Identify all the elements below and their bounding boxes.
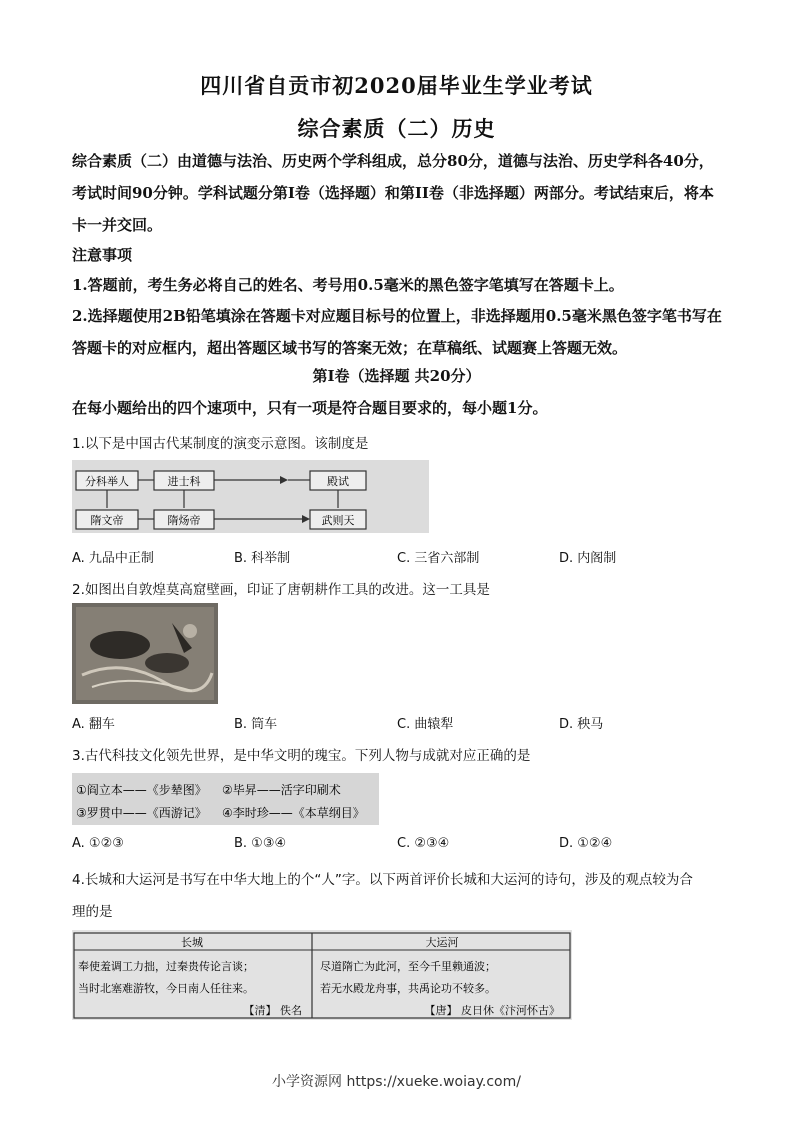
question-4-stem-line1: 4.长城和大运河是书写在中华大地上的个“人”字。以下两首评价长城和大运河的诗句，涉及的观点较为合 [72, 872, 693, 888]
intro-paragraph: 综合素质（二）由道德与法治、历史两个学科组成，总分80分，道德与法治、历史学科各40分，考试时间90分钟。学科试题分第Ⅰ卷（选择题）和第II卷（非选择题）两部分。考试结束后，将本卡一并交回。 [72, 152, 714, 234]
section-title: 第Ⅰ卷（选择题 共20分） [312, 367, 481, 385]
option-b[interactable]: B. 筒车 [234, 717, 278, 732]
option-b[interactable]: B. ①③④ [234, 836, 287, 851]
box-label-6: 武则天 [321, 514, 355, 527]
option-c[interactable]: C. ②③④ [397, 836, 450, 851]
item-4: ④李时珍——《本草纲目》 [222, 806, 365, 820]
left-title: 长城 [181, 936, 203, 949]
option-a[interactable]: A. ①②③ [72, 836, 124, 851]
item-1: ①阎立本——《步辇图》 [76, 783, 207, 797]
exam-title: 四川省自贡市初2020届毕业生学业考试 [200, 73, 593, 98]
option-a[interactable]: A. 翻车 [72, 717, 115, 732]
exam-subtitle: 综合素质（二）历史 [297, 116, 496, 141]
footer-watermark: 小学资源网 https://xueke.woiay.com/ [272, 1074, 521, 1090]
right-source: 【唐】 皮日休《汴河怀古》 [424, 1004, 560, 1017]
option-d[interactable]: D. 秧马 [559, 717, 604, 732]
mural-illustration [72, 603, 218, 704]
question-2-stem: 2.如图出自敦煌莫高窟壁画，印证了唐朝耕作工具的改进。这一工具是 [72, 582, 490, 598]
left-line-2: 当时北塞难游牧，今日南人任往来。 [78, 982, 254, 995]
question-1-stem: 1.以下是中国古代某制度的演变示意图。该制度是 [72, 436, 369, 452]
right-line-2: 若无水殿龙舟事，共禹论功不较多。 [320, 982, 496, 995]
left-line-1: 奉使羞调工力拙，过秦贵传论言谈； [78, 960, 254, 973]
box-label-3: 殿试 [327, 475, 349, 488]
system-evolution-diagram [72, 460, 429, 533]
person-achievement-list [72, 773, 379, 825]
option-a[interactable]: A. 九品中正制 [72, 551, 154, 566]
option-d[interactable]: D. 内阁制 [559, 551, 617, 566]
box-label-2: 进士科 [167, 475, 201, 488]
poem-comparison-table [72, 930, 572, 1020]
dunhuang-mural-image [72, 603, 218, 704]
box-label-5: 隋炀帝 [167, 514, 201, 527]
option-b[interactable]: B. 科举制 [234, 551, 291, 566]
question-4-figure [72, 930, 572, 1020]
question-3-stem: 3.古代科技文化领先世界，是中华文明的瑰宝。下列人物与成就对应正确的是 [72, 748, 531, 764]
question-4-stem-line2: 理的是 [72, 904, 113, 920]
question-3-figure [72, 773, 379, 825]
option-d[interactable]: D. ①②④ [559, 836, 613, 851]
section-instruction: 在每小题给出的四个速项中，只有一项是符合题目要求的，每小题1分。 [72, 399, 548, 417]
notice-item-1: 1.答题前，考生务必将自己的姓名、考号用0.5毫米的黑色签字笔填写在答题卡上。 [72, 276, 624, 294]
item-3: ③罗贯中——《西游记》 [76, 806, 207, 820]
right-line-1: 尽道隋亡为此河，至今千里赖通波； [320, 960, 496, 973]
option-c[interactable]: C. 曲辕犁 [397, 717, 454, 732]
left-source: 【清】 佚名 [243, 1004, 302, 1017]
box-label-4: 隋文帝 [90, 514, 124, 527]
item-2: ②毕昇——活字印刷术 [222, 783, 341, 797]
question-1-figure [72, 460, 429, 533]
option-c[interactable]: C. 三省六部制 [397, 551, 480, 566]
notice-item-2: 2.选择题使用2B铅笔填涂在答题卡对应题目标号的位置上，非选择题用0.5毫米黑色签字笔书写在答题卡的对应框内，超出答题区域书写的答案无效；在草稿纸、试题赛上答题无效。 [72, 307, 722, 357]
notice-heading: 注意事项 [72, 246, 133, 264]
box-label-1: 分科举人 [85, 475, 129, 488]
right-title: 大运河 [425, 936, 459, 949]
